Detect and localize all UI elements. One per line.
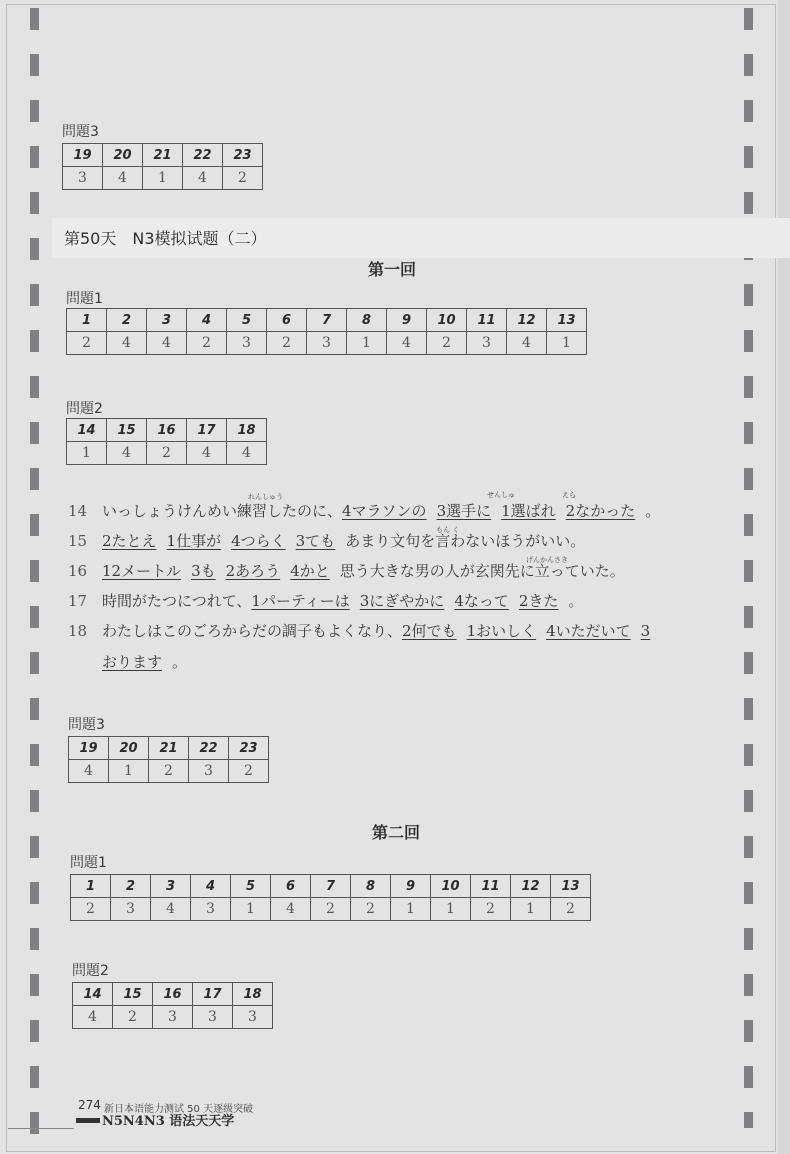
table-answer-row	[73, 1006, 273, 1029]
question-number-cell: 1	[71, 875, 111, 898]
question-number-cell: 7	[307, 309, 347, 332]
round2-q2-label: 問題2	[72, 963, 109, 979]
question-number-cell: 18	[233, 983, 273, 1006]
round2-title: 第二回	[372, 823, 421, 842]
sentence-text: 。	[172, 653, 188, 671]
answer-cell: 1	[547, 332, 587, 355]
answer-cell: 2	[229, 760, 269, 783]
underlined-option: 2たとえ	[102, 532, 157, 550]
page-number: 274	[78, 1098, 101, 1112]
table-answer-row	[67, 442, 267, 465]
answer-cell: 1	[109, 760, 149, 783]
answer-cell: 4	[151, 898, 191, 921]
answer-cell: 4	[187, 442, 227, 465]
sentence-text: 時間がたつにつれて、	[102, 592, 252, 610]
round1-title: 第一回	[368, 260, 417, 279]
underlined-option: 4なって	[454, 592, 509, 610]
table-answer-row	[69, 760, 269, 783]
question-number-cell: 12	[511, 875, 551, 898]
question-number-cell: 23	[229, 737, 269, 760]
answer-cell: 4	[183, 167, 223, 190]
answer-cell: 3	[191, 898, 231, 921]
underlined-option: 1パーティーは	[251, 592, 350, 610]
answer-cell: 4	[227, 442, 267, 465]
table-header-row	[67, 309, 587, 332]
ruby-era: えら	[562, 491, 576, 499]
question-number-cell: 11	[471, 875, 511, 898]
question-number-cell: 10	[427, 309, 467, 332]
question-number-cell: 10	[431, 875, 471, 898]
answer-cell: 4	[147, 332, 187, 355]
question-number-cell: 22	[189, 737, 229, 760]
answer-cell: 2	[113, 1006, 153, 1029]
table-header-row	[71, 875, 591, 898]
underlined-option: 3も	[191, 562, 216, 580]
sentence-text: わたしはこのごろからだの調子もよくなり、	[102, 622, 403, 640]
section-title: 第50天 N3模拟试题（二）	[64, 229, 267, 248]
ruby-genkansaki: げんかんさき	[526, 556, 568, 564]
answer-cell: 3	[193, 1006, 233, 1029]
question-number-cell: 12	[507, 309, 547, 332]
question-number-cell: 2	[111, 875, 151, 898]
answer-cell: 2	[351, 898, 391, 921]
sentence-text: あまり文句を言わないほうがいい。	[345, 532, 586, 550]
underlined-option: 4つらく	[231, 532, 286, 550]
answer-cell: 3	[307, 332, 347, 355]
round2-q2-table	[72, 982, 273, 1029]
answer-cell: 2	[551, 898, 591, 921]
answer-cell: 2	[147, 442, 187, 465]
round1-q2-table	[66, 418, 267, 465]
question-number-cell: 6	[267, 309, 307, 332]
answer-cell: 2	[149, 760, 189, 783]
question-number-cell: 5	[231, 875, 271, 898]
binding-dashes-left	[30, 8, 39, 1148]
question-number-cell: 8	[351, 875, 391, 898]
edge-line	[8, 1128, 74, 1129]
answer-cell: 1	[431, 898, 471, 921]
underlined-option: 12メートル	[102, 562, 182, 580]
answer-cell: 2	[223, 167, 263, 190]
question-number-cell: 22	[183, 144, 223, 167]
question-number-cell: 14	[67, 419, 107, 442]
underlined-option: 2きた	[518, 592, 559, 610]
ruby-monku: もん く	[436, 526, 460, 534]
answer-cell: 3	[153, 1006, 193, 1029]
question-number-cell: 21	[143, 144, 183, 167]
table-answer-row	[71, 898, 591, 921]
underlined-option: 3選手に	[436, 502, 492, 520]
top-q3-label: 問題3	[62, 124, 99, 140]
table-header-row	[69, 737, 269, 760]
underlined-option: 4かと	[290, 562, 330, 580]
answer-cell: 2	[427, 332, 467, 355]
question-number-cell: 4	[191, 875, 231, 898]
question-number-cell: 13	[551, 875, 591, 898]
underlined-option: 1おいしく	[466, 622, 537, 640]
question-number-cell: 3	[151, 875, 191, 898]
underlined-option: おります	[102, 653, 163, 671]
question-number-cell: 5	[227, 309, 267, 332]
question-number-cell: 11	[467, 309, 507, 332]
answer-cell: 1	[231, 898, 271, 921]
answer-cell: 4	[73, 1006, 113, 1029]
table-answer-row	[67, 332, 587, 355]
answer-cell: 3	[233, 1006, 273, 1029]
question-number-cell: 9	[387, 309, 427, 332]
underlined-option: 3	[640, 622, 651, 640]
underlined-option: 2あろう	[225, 562, 281, 580]
round2-q1-table	[70, 874, 591, 921]
table-answer-row	[63, 167, 263, 190]
ruby-renshuu: れんしゅう	[248, 493, 283, 501]
explanation-number: 14	[68, 502, 88, 520]
answer-cell: 4	[507, 332, 547, 355]
underlined-option: 3ても	[295, 532, 336, 550]
sentence-text: 。	[645, 502, 661, 520]
question-number-cell: 8	[347, 309, 387, 332]
answer-cell: 1	[511, 898, 551, 921]
scan-edge	[778, 0, 790, 1154]
question-number-cell: 7	[311, 875, 351, 898]
question-number-cell: 18	[227, 419, 267, 442]
book-brand: N5N4N3 语法天天学	[102, 1114, 235, 1129]
answer-cell: 1	[391, 898, 431, 921]
ruby-senshu: せんしゅ	[487, 491, 515, 499]
sentence-text: 。	[568, 592, 584, 610]
answer-cell: 2	[311, 898, 351, 921]
question-number-cell: 9	[391, 875, 431, 898]
book-series: 新日本语能力测试 50 天逐级突破	[104, 1104, 254, 1115]
answer-cell: 3	[189, 760, 229, 783]
round1-q2-label: 問題2	[66, 401, 103, 417]
underlined-option: 1選ばれ	[501, 502, 556, 520]
answer-cell: 4	[107, 332, 147, 355]
explanation-number: 18	[68, 622, 88, 640]
table-header-row	[67, 419, 267, 442]
answer-cell: 3	[63, 167, 103, 190]
question-number-cell: 3	[147, 309, 187, 332]
question-number-cell: 15	[113, 983, 153, 1006]
explanation-line	[102, 651, 187, 672]
sentence-text: 思う大きな男の人が玄関先に立っていた。	[339, 562, 625, 580]
explanation-number: 16	[68, 562, 88, 580]
explanation-number: 17	[68, 592, 88, 610]
underlined-option: 4マラソンの	[342, 502, 427, 520]
question-number-cell: 17	[187, 419, 227, 442]
question-number-cell: 13	[547, 309, 587, 332]
explanation-line	[68, 560, 625, 581]
question-number-cell: 19	[63, 144, 103, 167]
explanation-line	[68, 590, 583, 611]
binding-dashes-right	[744, 8, 753, 1128]
answer-cell: 3	[227, 332, 267, 355]
answer-cell: 2	[71, 898, 111, 921]
question-number-cell: 4	[187, 309, 227, 332]
explanation-line	[68, 620, 660, 641]
question-number-cell: 17	[193, 983, 233, 1006]
round1-q3-label: 問題3	[68, 717, 105, 733]
round2-q1-label: 問題1	[70, 855, 107, 871]
question-number-cell: 6	[271, 875, 311, 898]
round1-q1-table	[66, 308, 587, 355]
question-number-cell: 20	[109, 737, 149, 760]
question-number-cell: 19	[69, 737, 109, 760]
underlined-option: 2何でも	[402, 622, 457, 640]
table-header-row	[63, 144, 263, 167]
underlined-option: 2なかった	[565, 502, 636, 520]
question-number-cell: 2	[107, 309, 147, 332]
question-number-cell: 21	[149, 737, 189, 760]
table-header-row	[73, 983, 273, 1006]
answer-cell: 1	[67, 442, 107, 465]
round1-q3-table	[68, 736, 269, 783]
answer-cell: 1	[347, 332, 387, 355]
underlined-option: 4いただいて	[546, 622, 631, 640]
sentence-text: いっしょうけんめい練習したのに、	[102, 502, 343, 520]
answer-cell: 2	[267, 332, 307, 355]
answer-cell: 4	[271, 898, 311, 921]
underlined-option: 3にぎやかに	[359, 592, 445, 610]
question-number-cell: 14	[73, 983, 113, 1006]
question-number-cell: 20	[103, 144, 143, 167]
answer-cell: 4	[107, 442, 147, 465]
round1-q1-label: 問題1	[66, 291, 103, 307]
explanation-line	[68, 530, 585, 551]
answer-cell: 3	[111, 898, 151, 921]
question-number-cell: 15	[107, 419, 147, 442]
explanation-line	[68, 500, 660, 521]
answer-cell: 4	[387, 332, 427, 355]
answer-cell: 4	[103, 167, 143, 190]
answer-cell: 3	[467, 332, 507, 355]
answer-cell: 1	[143, 167, 183, 190]
answer-cell: 2	[67, 332, 107, 355]
answer-cell: 2	[187, 332, 227, 355]
question-number-cell: 16	[147, 419, 187, 442]
explanation-number: 15	[68, 532, 88, 550]
question-number-cell: 23	[223, 144, 263, 167]
footer-bar	[76, 1118, 100, 1123]
answer-cell: 4	[69, 760, 109, 783]
underlined-option: 1仕事が	[166, 532, 222, 550]
question-number-cell: 1	[67, 309, 107, 332]
question-number-cell: 16	[153, 983, 193, 1006]
top-q3-table	[62, 143, 263, 190]
answer-cell: 2	[471, 898, 511, 921]
